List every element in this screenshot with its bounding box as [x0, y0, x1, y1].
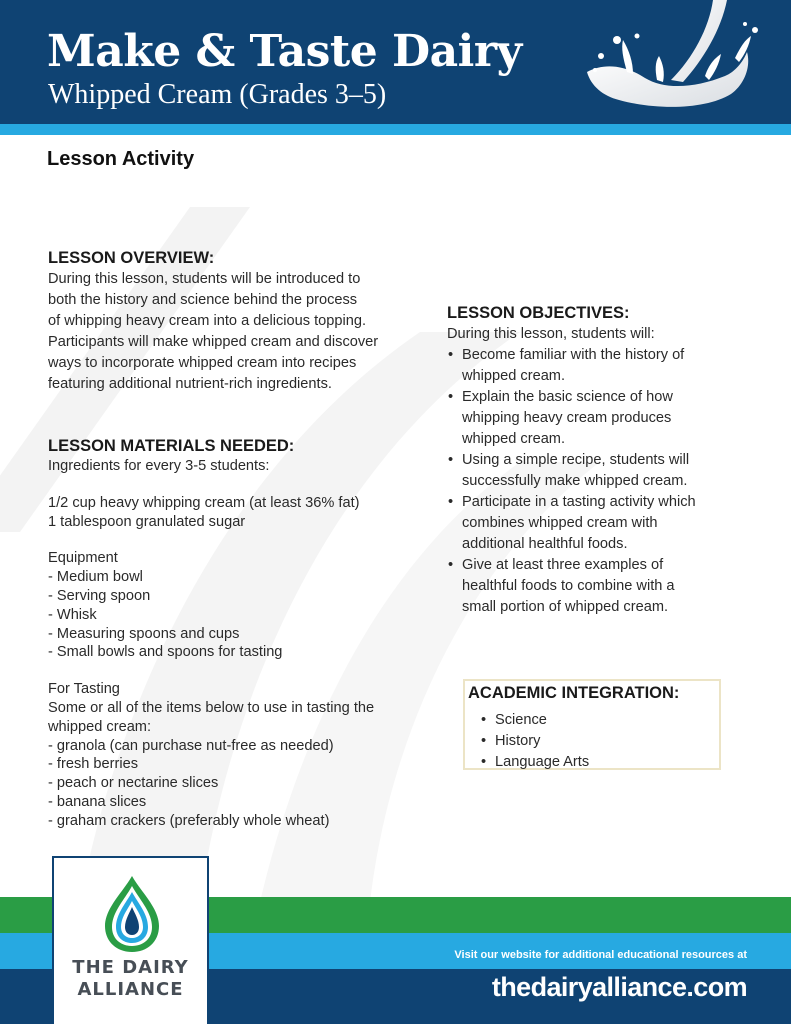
bullet-icon: • — [448, 389, 454, 405]
overview-heading: LESSON OVERVIEW: — [48, 249, 215, 267]
lesson-materials — [48, 436, 428, 831]
overview-line: of whipping heavy cream into a delicious topping. — [48, 313, 367, 329]
materials-intro: Ingredients for every 3-5 students: — [48, 458, 270, 474]
overview-line: both the history and science behind the process — [48, 292, 358, 308]
objective-line: Give at least three examples of — [462, 557, 664, 573]
academic-item-label: Language Arts — [495, 754, 590, 770]
academic-item-label: Science — [495, 712, 547, 728]
objective-line: Participate in a tasting activity which — [462, 494, 696, 510]
objective-line: Using a simple recipe, students will — [462, 452, 690, 468]
objective-item — [447, 492, 747, 555]
header-stripe — [0, 124, 791, 135]
bullet-icon: • — [448, 494, 454, 510]
overview-line: ways to incorporate whipped cream into recipes — [48, 355, 357, 371]
equipment-item: - Measuring spoons and cups — [48, 625, 240, 642]
objective-line: Explain the basic science of how — [462, 389, 673, 405]
bullet-icon: • — [448, 452, 454, 468]
objectives-heading: LESSON OBJECTIVES: — [447, 304, 630, 322]
academic-heading: ACADEMIC INTEGRATION: — [468, 684, 680, 702]
objective-line: whipped cream. — [462, 431, 566, 447]
objective-item — [447, 387, 747, 450]
bullet-icon: • — [481, 754, 487, 770]
overview-line: featuring additional nutrient-rich ingredients. — [48, 376, 332, 392]
objective-item — [447, 555, 747, 618]
milk-splash-illustration — [575, 0, 765, 124]
milk-drop-logo-icon — [101, 874, 163, 954]
equipment-item: - Serving spoon — [48, 587, 151, 604]
logo-text-line1: THE DAIRY — [72, 957, 189, 978]
tasting-label: For Tasting — [48, 681, 120, 698]
academic-item — [481, 731, 589, 752]
bullet-icon: • — [481, 712, 487, 728]
academic-item — [481, 752, 589, 773]
objective-line: combines whipped cream with — [462, 515, 658, 531]
lesson-objectives — [447, 303, 747, 618]
objective-line: Become familiar with the history of — [462, 347, 685, 363]
ingredient-item: 1 tablespoon granulated sugar — [48, 513, 246, 530]
objectives-intro: During this lesson, students will: — [447, 326, 655, 342]
logo-text-line2: ALLIANCE — [77, 979, 184, 1000]
tasting-item: - banana slices — [48, 793, 147, 810]
dairy-alliance-logo — [52, 856, 209, 1024]
bullet-icon: • — [448, 557, 454, 573]
academic-list — [481, 710, 589, 773]
objective-line: small portion of whipped cream. — [462, 599, 669, 615]
objective-line: whipped cream. — [462, 368, 566, 384]
objective-line: additional healthful foods. — [462, 536, 628, 552]
tasting-intro: Some or all of the items below to use in tasting the — [48, 699, 375, 716]
objective-line: whipping heavy cream produces — [462, 410, 672, 426]
bullet-icon: • — [481, 733, 487, 749]
bullet-icon: • — [448, 347, 454, 363]
objective-line: successfully make whipped cream. — [462, 473, 688, 489]
header-banner — [0, 0, 791, 124]
objective-item — [447, 450, 747, 492]
equipment-item: - Medium bowl — [48, 569, 143, 586]
overview-line: Participants will make whipped cream and discover — [48, 334, 379, 350]
materials-heading: LESSON MATERIALS NEEDED: — [48, 437, 295, 455]
overview-line: During this lesson, students will be introduced to — [48, 271, 361, 287]
academic-item-label: History — [495, 733, 541, 749]
objectives-list — [447, 345, 747, 618]
equipment-label: Equipment — [48, 550, 118, 567]
equipment-item: - Small bowls and spoons for tasting — [48, 644, 283, 661]
ingredient-item: 1/2 cup heavy whipping cream (at least 36% fat) — [48, 494, 360, 511]
page-subtitle: Whipped Cream (Grades 3–5) — [48, 79, 387, 110]
tasting-item: - graham crackers (preferably whole wheat) — [48, 812, 330, 829]
academic-integration-box — [463, 679, 721, 770]
tasting-item: - peach or nectarine slices — [48, 775, 219, 792]
section-label: Lesson Activity — [47, 148, 195, 170]
tasting-item: - fresh berries — [48, 756, 139, 773]
website-link[interactable]: thedairyalliance.com — [491, 972, 747, 1002]
objective-item — [447, 345, 747, 387]
objective-line: healthful foods to combine with a — [462, 578, 675, 594]
tasting-item: - granola (can purchase nut-free as needed) — [48, 737, 334, 754]
academic-item — [481, 710, 589, 731]
lesson-overview — [48, 248, 408, 395]
equipment-item: - Whisk — [48, 606, 97, 623]
footer-note: Visit our website for additional educational resources at — [454, 949, 747, 961]
tasting-intro: whipped cream: — [48, 718, 152, 735]
page-title: Make & Taste Dairy — [47, 26, 522, 77]
